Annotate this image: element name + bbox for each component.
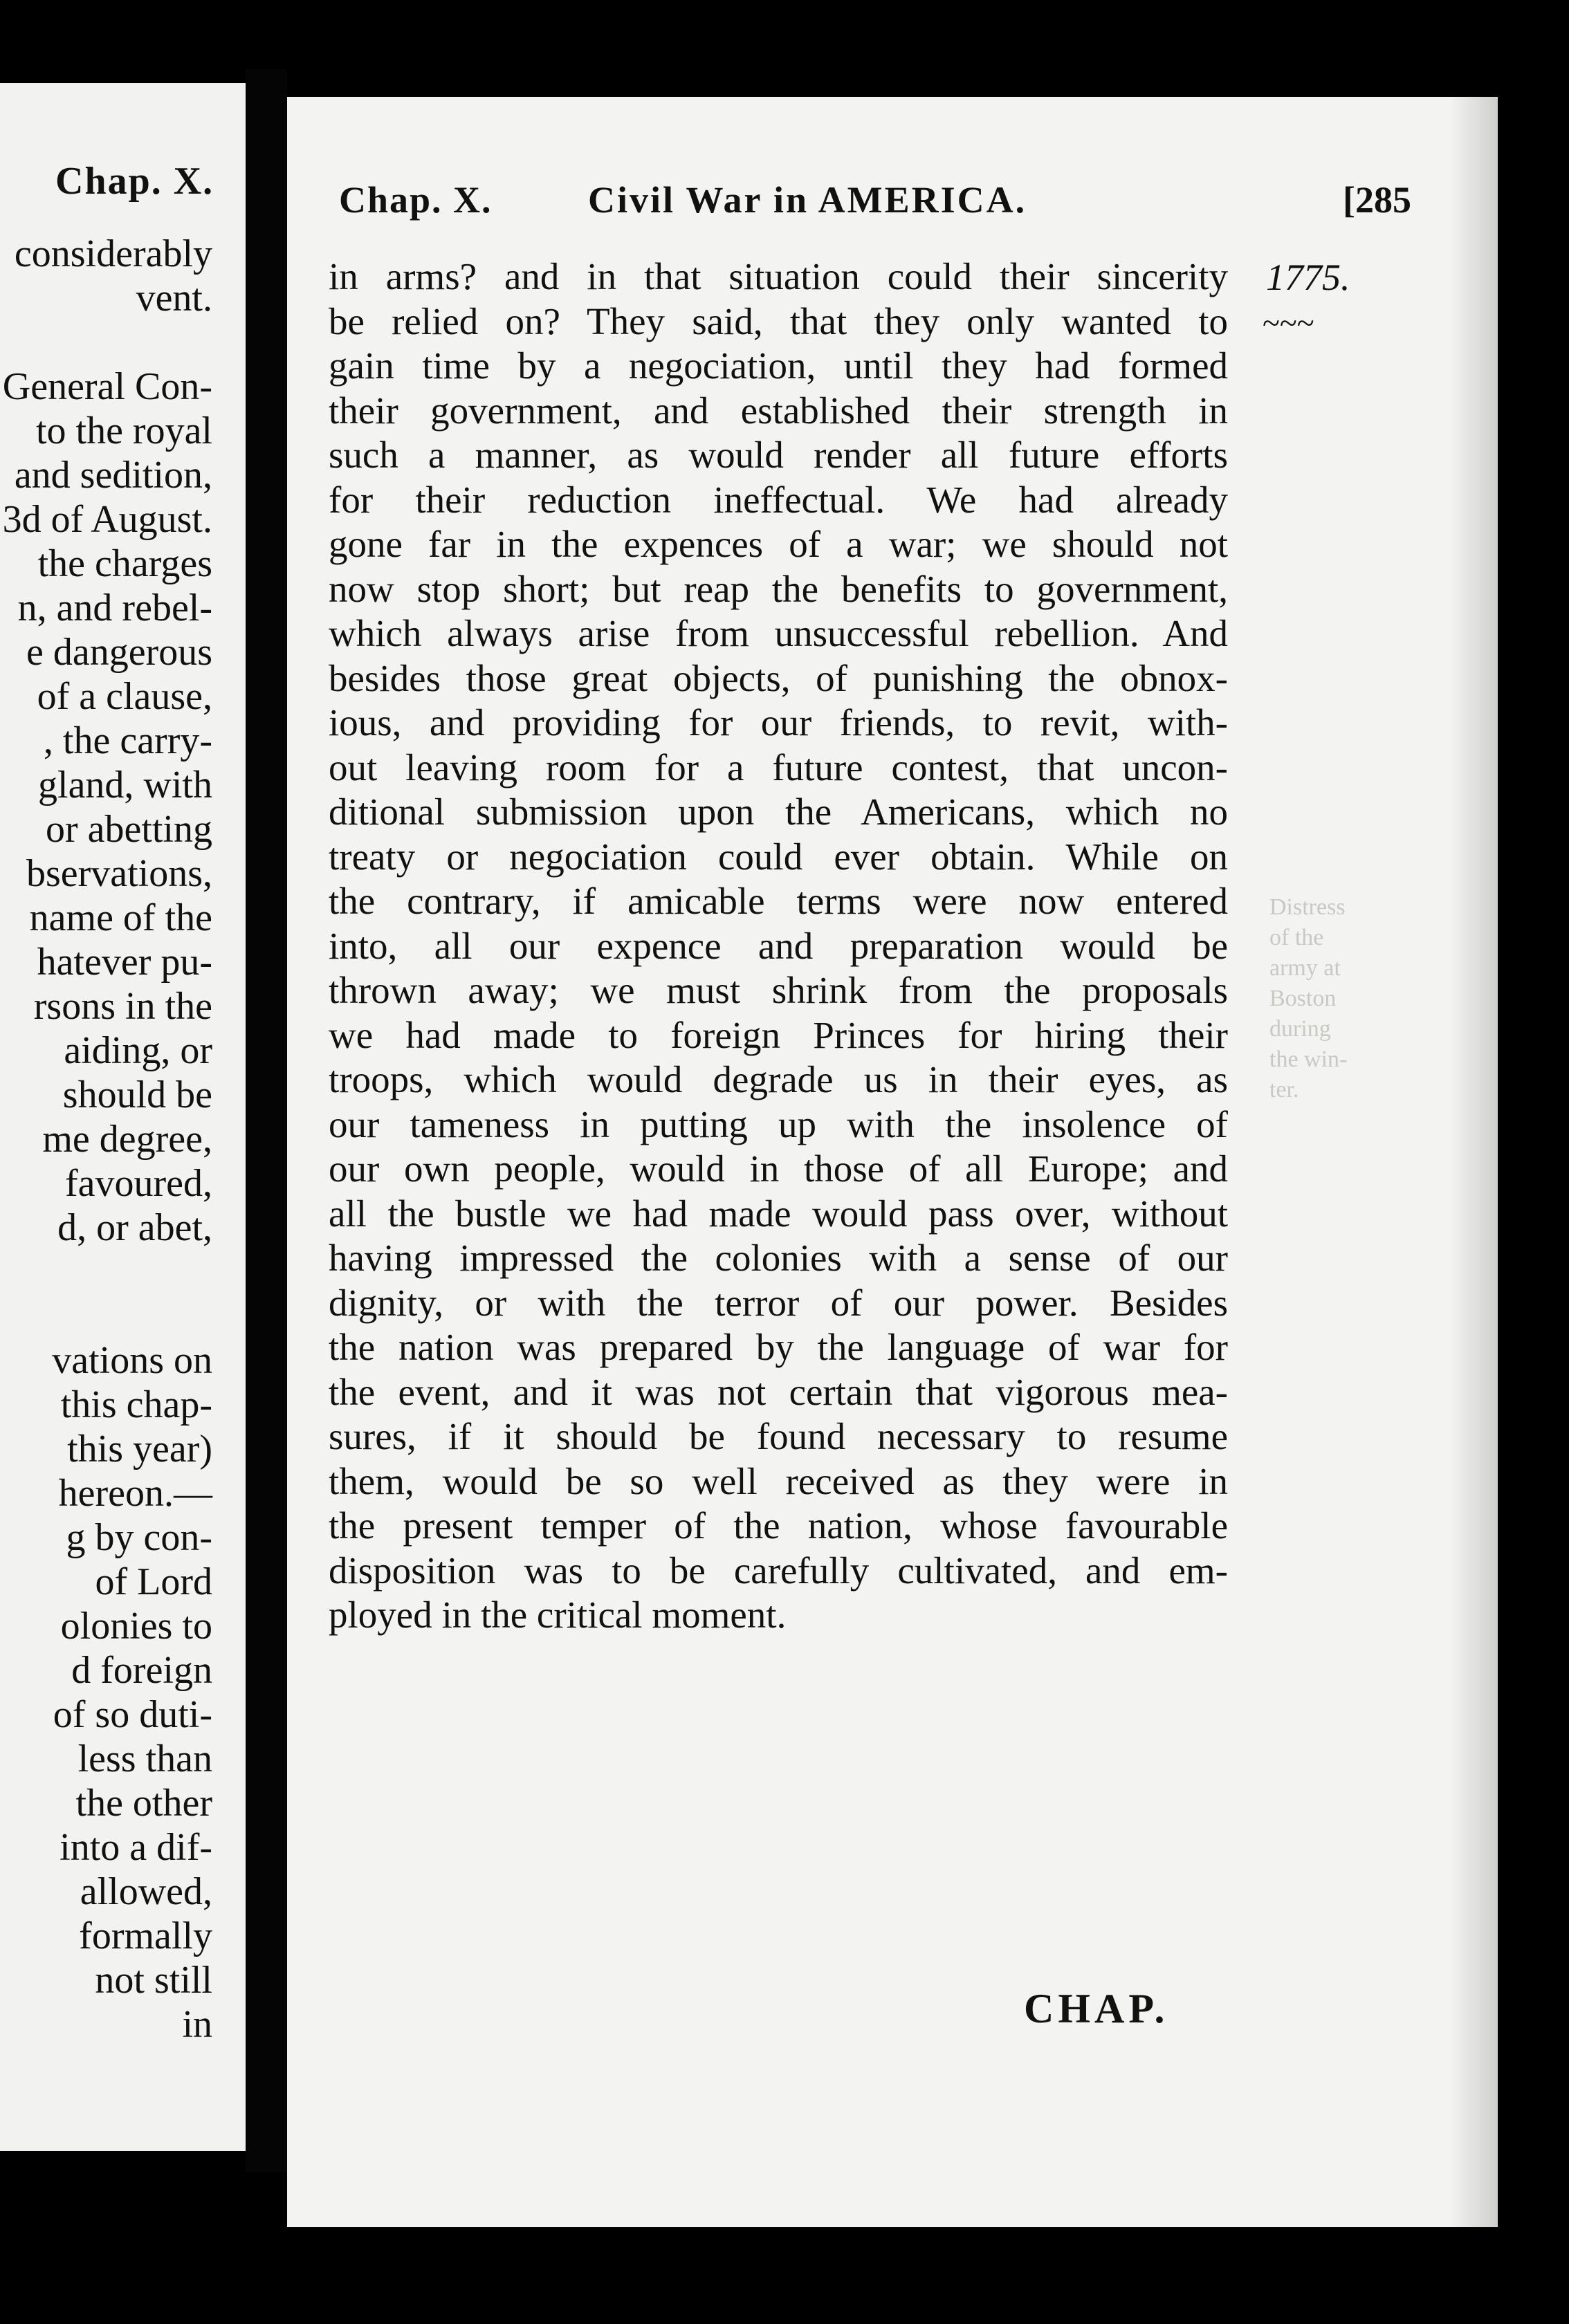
text-line: this chap- [60,1383,212,1426]
text-line: aiding, or [64,1029,212,1072]
text-line: disposition was to be carefully cultivated, and em- [329,1549,1228,1592]
text-line: which always arise from unsuccessful rebellion. And [329,612,1228,654]
margin-note-line: during [1269,1016,1331,1042]
left-page-text [3,232,212,2047]
page-number: [285 [1343,179,1411,221]
catchword: CHAP. [1024,1986,1169,2031]
text-line: thrown away; we must shrink from the proposals [329,969,1228,1011]
text-line: bservations, [26,852,212,895]
text-line: of Lord [95,1560,212,1603]
running-head-chapter: Chap. X. [339,179,493,221]
text-line: the charges [37,542,212,585]
text-line: for their reduction ineffectual. We had already [329,478,1228,521]
left-page [0,83,246,2151]
text-line: the contrary, if amicable terms were now entered [329,880,1228,922]
text-line: to the royal [35,409,212,452]
margin-note-line: Boston [1269,986,1337,1011]
text-line: hereon.— [58,1472,212,1515]
text-line [3,1250,212,1294]
text-line: treaty or negociation could ever obtain. While on [329,835,1228,878]
text-line: d, or abet, [57,1206,212,1249]
text-line: in arms? and in that situation could their sincerity [329,255,1228,297]
text-line: g by con- [66,1516,212,1559]
book-gutter [246,69,287,2172]
text-line: of a clause, [37,675,212,718]
text-line: or abetting [45,808,212,851]
text-line: allowed, [80,1870,212,1913]
text-line: into, all our expence and preparation would be [329,924,1228,967]
text-line: such a manner, as would render all future efforts [329,434,1228,476]
text-line: considerably [14,232,212,275]
text-line: besides those great objects, of punishing the obnox- [329,656,1228,699]
bleed-through-text [391,1688,1221,1816]
text-line: ditional submission upon the Americans, which no [329,791,1228,833]
text-line: 3d of August. [2,498,212,541]
margin-note-line: army at [1269,955,1341,981]
text-line: General Con- [2,365,212,408]
text-line: me degree, [42,1118,212,1161]
margin-note-line: Distress [1269,894,1346,920]
text-line: d foreign [71,1649,212,1692]
text-line: formally [79,1915,212,1957]
text-line: in [182,2003,212,2046]
running-head [339,178,1411,227]
text-line: out leaving room for a future contest, that uncon- [329,746,1228,788]
text-line: less than [77,1737,212,1780]
text-line: we had made to foreign Princes for hiring their [329,1013,1228,1056]
text-line: ious, and providing for our friends, to revit, with- [329,701,1228,744]
text-line: vent. [136,277,212,320]
text-line: into a dif- [59,1826,212,1869]
text-line: e dangerous [26,631,212,674]
text-line: olonies to [60,1605,212,1648]
body-text [329,255,1228,1638]
text-line: ployed in the critical moment. [329,1594,787,1636]
text-line: , the carry- [43,719,212,762]
text-line: the other [75,1782,212,1825]
text-line: their government, and established their strength in [329,389,1228,432]
margin-note-line: of the [1269,925,1324,950]
text-line [3,320,212,365]
text-line: should be [62,1073,212,1116]
text-line: gone far in the expences of a war; we should not [329,523,1228,565]
text-line: n, and rebel- [17,587,212,629]
text-line: this year) [67,1428,212,1470]
right-page [287,97,1498,2227]
text-line: gain time by a negociation, until they had formed [329,344,1228,387]
text-line: rsons in the [33,985,212,1028]
flourish-icon: ~~~ [1263,305,1314,340]
text-line [3,1294,212,1338]
text-line: our own people, would in those of all Europe; and [329,1147,1228,1190]
text-line: our tameness in putting up with the insolence of [329,1103,1228,1145]
text-line: the event, and it was not certain that vigorous mea- [329,1370,1228,1413]
text-line: hatever pu- [37,941,212,984]
text-line: the nation was prepared by the language of war for [329,1326,1228,1368]
left-page-header: Chap. X. [55,160,214,203]
text-line: of so duti- [53,1693,212,1736]
text-line: favoured, [64,1162,212,1205]
text-line: not still [95,1959,212,2002]
text-line: dignity, or with the terror of our power. Besides [329,1281,1228,1324]
text-line: vations on [52,1339,212,1382]
text-line: now stop short; but reap the benefits to government, [329,567,1228,610]
bleed-through-margin-note [1269,892,1347,1105]
text-line: and sedition, [14,454,212,497]
text-line: them, would be so well received as they were in [329,1459,1228,1502]
text-line: name of the [29,896,212,939]
text-line: troops, which would degrade us in their eyes, as [329,1058,1228,1100]
text-line: gland, with [38,764,212,806]
text-line: having impressed the colonies with a sense of our [329,1237,1228,1279]
text-line: be relied on? They said, that they only wanted to [329,299,1228,342]
margin-note-line: ter. [1269,1077,1299,1103]
text-line: all the bustle we had made would pass over, without [329,1192,1228,1235]
margin-year: 1775. [1266,257,1350,298]
running-head-title: Civil War in AMERICA. [588,179,1027,221]
margin-note-line: the win- [1269,1046,1348,1072]
text-line: sures, if it should be found necessary to resume [329,1415,1228,1457]
text-line: the present temper of the nation, whose favourable [329,1504,1228,1547]
